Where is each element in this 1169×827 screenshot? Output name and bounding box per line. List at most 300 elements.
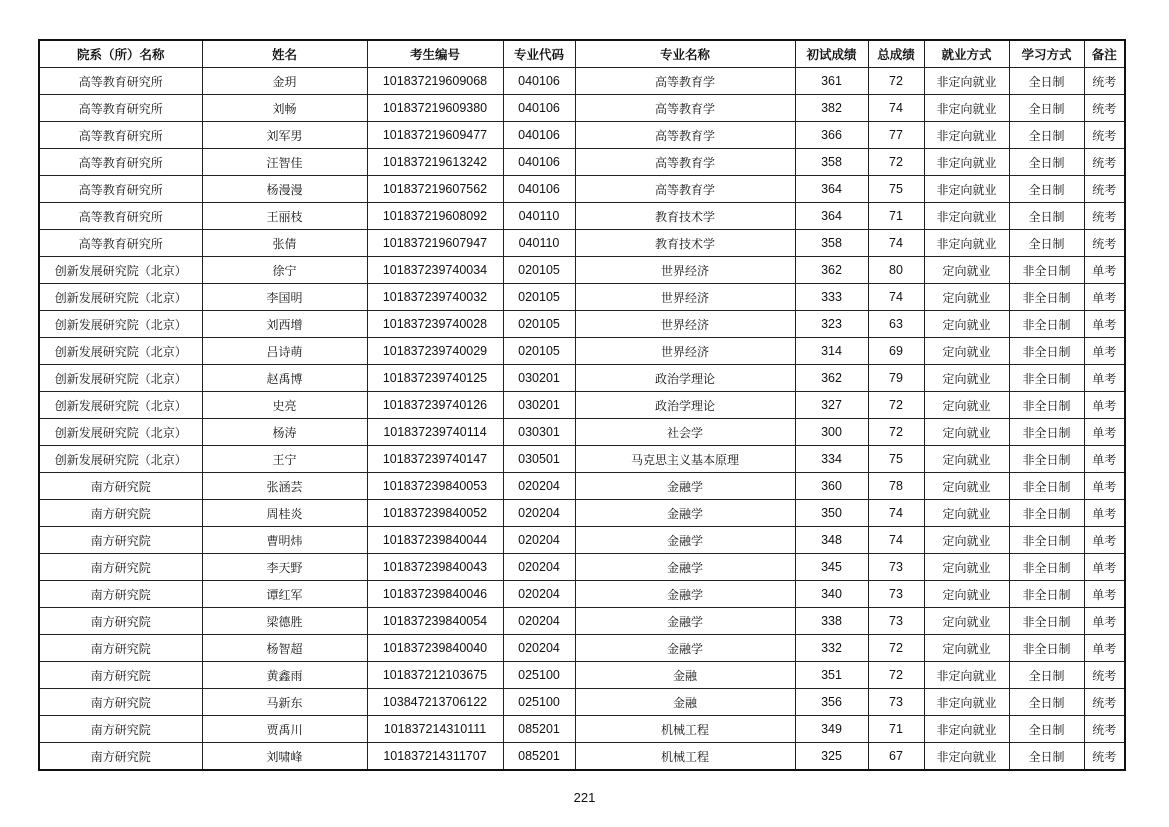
cell-total-score: 72	[868, 68, 924, 95]
cell-candidate-id: 101837239840054	[367, 608, 503, 635]
cell-department: 高等教育研究所	[39, 176, 202, 203]
cell-employment-type: 定向就业	[924, 608, 1009, 635]
cell-candidate-id: 101837219609380	[367, 95, 503, 122]
cell-candidate-id: 101837219609068	[367, 68, 503, 95]
cell-total-score: 73	[868, 554, 924, 581]
table-row	[39, 284, 1125, 311]
header-total-score: 总成绩	[868, 40, 924, 68]
cell-name: 徐宁	[202, 257, 367, 284]
cell-name: 张涵芸	[202, 473, 367, 500]
cell-employment-type: 定向就业	[924, 500, 1009, 527]
cell-department: 南方研究院	[39, 635, 202, 662]
cell-remarks: 统考	[1084, 176, 1125, 203]
cell-initial-score: 300	[795, 419, 868, 446]
cell-study-mode: 全日制	[1009, 95, 1084, 122]
cell-study-mode: 非全日制	[1009, 257, 1084, 284]
cell-department: 创新发展研究院（北京）	[39, 284, 202, 311]
cell-total-score: 72	[868, 392, 924, 419]
cell-name: 史亮	[202, 392, 367, 419]
cell-candidate-id: 101837239840052	[367, 500, 503, 527]
cell-remarks: 统考	[1084, 95, 1125, 122]
cell-major-name: 机械工程	[575, 716, 795, 743]
cell-remarks: 统考	[1084, 689, 1125, 716]
cell-major-code: 085201	[503, 716, 575, 743]
cell-study-mode: 非全日制	[1009, 581, 1084, 608]
cell-major-name: 马克思主义基本原理	[575, 446, 795, 473]
cell-employment-type: 非定向就业	[924, 662, 1009, 689]
cell-study-mode: 非全日制	[1009, 284, 1084, 311]
cell-employment-type: 定向就业	[924, 473, 1009, 500]
header-employment-type: 就业方式	[924, 40, 1009, 68]
cell-major-name: 金融	[575, 689, 795, 716]
cell-initial-score: 361	[795, 68, 868, 95]
cell-major-name: 高等教育学	[575, 149, 795, 176]
cell-major-code: 040106	[503, 95, 575, 122]
cell-major-name: 金融学	[575, 500, 795, 527]
cell-major-code: 030201	[503, 365, 575, 392]
cell-major-name: 世界经济	[575, 257, 795, 284]
cell-major-name: 金融学	[575, 581, 795, 608]
cell-initial-score: 358	[795, 149, 868, 176]
header-initial-score: 初试成绩	[795, 40, 868, 68]
cell-remarks: 单考	[1084, 338, 1125, 365]
table-row	[39, 68, 1125, 95]
cell-major-code: 020204	[503, 554, 575, 581]
table-row	[39, 635, 1125, 662]
cell-total-score: 80	[868, 257, 924, 284]
cell-name: 刘畅	[202, 95, 367, 122]
cell-name: 李天野	[202, 554, 367, 581]
cell-major-name: 教育技术学	[575, 203, 795, 230]
cell-major-code: 085201	[503, 743, 575, 771]
table-row	[39, 608, 1125, 635]
cell-employment-type: 非定向就业	[924, 122, 1009, 149]
cell-major-name: 世界经济	[575, 311, 795, 338]
cell-total-score: 75	[868, 446, 924, 473]
cell-major-code: 030201	[503, 392, 575, 419]
cell-total-score: 74	[868, 95, 924, 122]
cell-major-name: 金融学	[575, 608, 795, 635]
cell-study-mode: 全日制	[1009, 743, 1084, 771]
header-major-code: 专业代码	[503, 40, 575, 68]
cell-initial-score: 325	[795, 743, 868, 771]
cell-department: 南方研究院	[39, 689, 202, 716]
cell-initial-score: 362	[795, 365, 868, 392]
cell-department: 高等教育研究所	[39, 122, 202, 149]
cell-candidate-id: 103847213706122	[367, 689, 503, 716]
cell-total-score: 72	[868, 419, 924, 446]
cell-name: 李国明	[202, 284, 367, 311]
cell-major-code: 040110	[503, 230, 575, 257]
cell-major-code: 020204	[503, 527, 575, 554]
cell-remarks: 单考	[1084, 311, 1125, 338]
cell-total-score: 74	[868, 500, 924, 527]
cell-department: 南方研究院	[39, 743, 202, 771]
table-row	[39, 689, 1125, 716]
table-row	[39, 257, 1125, 284]
cell-department: 高等教育研究所	[39, 68, 202, 95]
cell-total-score: 74	[868, 527, 924, 554]
cell-major-code: 020204	[503, 500, 575, 527]
table-row	[39, 95, 1125, 122]
cell-study-mode: 非全日制	[1009, 392, 1084, 419]
cell-remarks: 单考	[1084, 473, 1125, 500]
header-name: 姓名	[202, 40, 367, 68]
cell-study-mode: 非全日制	[1009, 527, 1084, 554]
cell-remarks: 单考	[1084, 635, 1125, 662]
cell-study-mode: 非全日制	[1009, 500, 1084, 527]
table-row	[39, 203, 1125, 230]
cell-employment-type: 非定向就业	[924, 689, 1009, 716]
cell-total-score: 72	[868, 662, 924, 689]
cell-major-code: 020204	[503, 608, 575, 635]
cell-name: 刘啸峰	[202, 743, 367, 771]
table-body	[39, 68, 1125, 771]
cell-department: 创新发展研究院（北京）	[39, 311, 202, 338]
cell-employment-type: 非定向就业	[924, 95, 1009, 122]
cell-candidate-id: 101837239840053	[367, 473, 503, 500]
cell-major-code: 025100	[503, 662, 575, 689]
cell-candidate-id: 101837239740147	[367, 446, 503, 473]
cell-study-mode: 非全日制	[1009, 311, 1084, 338]
header-study-mode: 学习方式	[1009, 40, 1084, 68]
cell-total-score: 71	[868, 716, 924, 743]
cell-remarks: 单考	[1084, 257, 1125, 284]
table-row	[39, 743, 1125, 771]
cell-major-name: 高等教育学	[575, 122, 795, 149]
cell-study-mode: 全日制	[1009, 68, 1084, 95]
cell-name: 周桂炎	[202, 500, 367, 527]
cell-major-code: 040106	[503, 68, 575, 95]
cell-initial-score: 333	[795, 284, 868, 311]
cell-major-name: 高等教育学	[575, 68, 795, 95]
cell-total-score: 73	[868, 608, 924, 635]
cell-department: 高等教育研究所	[39, 95, 202, 122]
header-major-name: 专业名称	[575, 40, 795, 68]
cell-initial-score: 334	[795, 446, 868, 473]
cell-candidate-id: 101837214311707	[367, 743, 503, 771]
cell-name: 杨智超	[202, 635, 367, 662]
cell-major-code: 020204	[503, 581, 575, 608]
cell-employment-type: 非定向就业	[924, 149, 1009, 176]
cell-initial-score: 340	[795, 581, 868, 608]
cell-remarks: 统考	[1084, 149, 1125, 176]
cell-employment-type: 定向就业	[924, 365, 1009, 392]
cell-remarks: 统考	[1084, 716, 1125, 743]
cell-remarks: 单考	[1084, 500, 1125, 527]
cell-initial-score: 364	[795, 203, 868, 230]
cell-total-score: 75	[868, 176, 924, 203]
table-header-row	[39, 40, 1125, 68]
cell-major-name: 社会学	[575, 419, 795, 446]
table-row	[39, 662, 1125, 689]
cell-name: 王丽枝	[202, 203, 367, 230]
cell-department: 南方研究院	[39, 581, 202, 608]
table-row	[39, 122, 1125, 149]
cell-major-code: 020105	[503, 284, 575, 311]
page-number: 221	[573, 790, 596, 805]
cell-employment-type: 定向就业	[924, 257, 1009, 284]
cell-total-score: 67	[868, 743, 924, 771]
cell-employment-type: 定向就业	[924, 338, 1009, 365]
cell-study-mode: 非全日制	[1009, 338, 1084, 365]
cell-remarks: 统考	[1084, 203, 1125, 230]
cell-total-score: 63	[868, 311, 924, 338]
cell-study-mode: 非全日制	[1009, 419, 1084, 446]
cell-remarks: 单考	[1084, 419, 1125, 446]
cell-study-mode: 非全日制	[1009, 446, 1084, 473]
cell-initial-score: 349	[795, 716, 868, 743]
cell-department: 南方研究院	[39, 554, 202, 581]
cell-study-mode: 非全日制	[1009, 608, 1084, 635]
cell-major-name: 高等教育学	[575, 176, 795, 203]
cell-candidate-id: 101837219607562	[367, 176, 503, 203]
cell-initial-score: 366	[795, 122, 868, 149]
cell-name: 杨涛	[202, 419, 367, 446]
table-row	[39, 392, 1125, 419]
cell-department: 高等教育研究所	[39, 203, 202, 230]
cell-major-code: 030301	[503, 419, 575, 446]
cell-employment-type: 定向就业	[924, 392, 1009, 419]
cell-candidate-id: 101837212103675	[367, 662, 503, 689]
cell-major-name: 世界经济	[575, 284, 795, 311]
table-row	[39, 500, 1125, 527]
cell-major-code: 025100	[503, 689, 575, 716]
cell-initial-score: 314	[795, 338, 868, 365]
cell-department: 创新发展研究院（北京）	[39, 338, 202, 365]
cell-name: 汪智佳	[202, 149, 367, 176]
cell-remarks: 单考	[1084, 554, 1125, 581]
cell-employment-type: 定向就业	[924, 581, 1009, 608]
table-row	[39, 581, 1125, 608]
cell-name: 杨漫漫	[202, 176, 367, 203]
table-row	[39, 527, 1125, 554]
cell-name: 贾禹川	[202, 716, 367, 743]
cell-candidate-id: 101837219613242	[367, 149, 503, 176]
cell-remarks: 单考	[1084, 365, 1125, 392]
cell-total-score: 73	[868, 581, 924, 608]
cell-initial-score: 345	[795, 554, 868, 581]
cell-name: 梁德胜	[202, 608, 367, 635]
cell-department: 高等教育研究所	[39, 149, 202, 176]
cell-name: 刘西增	[202, 311, 367, 338]
cell-employment-type: 定向就业	[924, 446, 1009, 473]
cell-employment-type: 非定向就业	[924, 68, 1009, 95]
cell-name: 吕诗萌	[202, 338, 367, 365]
cell-study-mode: 全日制	[1009, 149, 1084, 176]
cell-major-code: 040106	[503, 149, 575, 176]
cell-total-score: 73	[868, 689, 924, 716]
cell-name: 王宁	[202, 446, 367, 473]
cell-initial-score: 356	[795, 689, 868, 716]
cell-candidate-id: 101837239740034	[367, 257, 503, 284]
cell-study-mode: 非全日制	[1009, 473, 1084, 500]
cell-major-name: 高等教育学	[575, 95, 795, 122]
cell-department: 创新发展研究院（北京）	[39, 257, 202, 284]
table-row	[39, 554, 1125, 581]
cell-candidate-id: 101837239740114	[367, 419, 503, 446]
cell-department: 南方研究院	[39, 608, 202, 635]
cell-department: 创新发展研究院（北京）	[39, 419, 202, 446]
cell-candidate-id: 101837219609477	[367, 122, 503, 149]
cell-employment-type: 非定向就业	[924, 716, 1009, 743]
cell-major-code: 020105	[503, 257, 575, 284]
cell-department: 创新发展研究院（北京）	[39, 446, 202, 473]
cell-major-name: 政治学理论	[575, 392, 795, 419]
cell-study-mode: 非全日制	[1009, 365, 1084, 392]
cell-initial-score: 360	[795, 473, 868, 500]
cell-remarks: 单考	[1084, 392, 1125, 419]
cell-name: 马新东	[202, 689, 367, 716]
cell-remarks: 单考	[1084, 608, 1125, 635]
cell-candidate-id: 101837239840044	[367, 527, 503, 554]
cell-employment-type: 定向就业	[924, 527, 1009, 554]
cell-employment-type: 定向就业	[924, 419, 1009, 446]
cell-candidate-id: 101837219608092	[367, 203, 503, 230]
cell-total-score: 77	[868, 122, 924, 149]
cell-department: 创新发展研究院（北京）	[39, 392, 202, 419]
cell-major-name: 机械工程	[575, 743, 795, 771]
admission-table	[38, 39, 1126, 771]
cell-initial-score: 382	[795, 95, 868, 122]
cell-employment-type: 非定向就业	[924, 230, 1009, 257]
cell-name: 曹明炜	[202, 527, 367, 554]
table-row	[39, 149, 1125, 176]
cell-candidate-id: 101837219607947	[367, 230, 503, 257]
cell-total-score: 78	[868, 473, 924, 500]
cell-study-mode: 全日制	[1009, 689, 1084, 716]
cell-candidate-id: 101837239840046	[367, 581, 503, 608]
cell-total-score: 71	[868, 203, 924, 230]
cell-major-code: 020204	[503, 635, 575, 662]
cell-department: 创新发展研究院（北京）	[39, 365, 202, 392]
cell-major-code: 030501	[503, 446, 575, 473]
table-row	[39, 446, 1125, 473]
cell-name: 黄鑫雨	[202, 662, 367, 689]
table-row	[39, 176, 1125, 203]
cell-major-name: 金融学	[575, 635, 795, 662]
table-row	[39, 230, 1125, 257]
cell-study-mode: 全日制	[1009, 122, 1084, 149]
cell-major-name: 金融学	[575, 527, 795, 554]
cell-candidate-id: 101837239740029	[367, 338, 503, 365]
cell-initial-score: 332	[795, 635, 868, 662]
cell-study-mode: 非全日制	[1009, 554, 1084, 581]
cell-study-mode: 全日制	[1009, 176, 1084, 203]
cell-department: 南方研究院	[39, 500, 202, 527]
cell-study-mode: 全日制	[1009, 230, 1084, 257]
cell-candidate-id: 101837239840043	[367, 554, 503, 581]
cell-major-code: 020105	[503, 338, 575, 365]
cell-remarks: 统考	[1084, 122, 1125, 149]
header-candidate-id: 考生编号	[367, 40, 503, 68]
cell-major-name: 金融	[575, 662, 795, 689]
cell-remarks: 单考	[1084, 284, 1125, 311]
cell-initial-score: 351	[795, 662, 868, 689]
cell-remarks: 单考	[1084, 581, 1125, 608]
cell-department: 南方研究院	[39, 527, 202, 554]
cell-initial-score: 348	[795, 527, 868, 554]
cell-major-code: 040110	[503, 203, 575, 230]
cell-major-name: 金融学	[575, 473, 795, 500]
table-row	[39, 419, 1125, 446]
cell-initial-score: 358	[795, 230, 868, 257]
cell-major-code: 040106	[503, 176, 575, 203]
cell-employment-type: 非定向就业	[924, 203, 1009, 230]
cell-total-score: 72	[868, 149, 924, 176]
cell-initial-score: 350	[795, 500, 868, 527]
cell-department: 高等教育研究所	[39, 230, 202, 257]
cell-remarks: 统考	[1084, 68, 1125, 95]
cell-employment-type: 定向就业	[924, 311, 1009, 338]
cell-department: 南方研究院	[39, 473, 202, 500]
table-row	[39, 365, 1125, 392]
cell-employment-type: 非定向就业	[924, 176, 1009, 203]
cell-total-score: 69	[868, 338, 924, 365]
cell-major-name: 政治学理论	[575, 365, 795, 392]
cell-study-mode: 非全日制	[1009, 635, 1084, 662]
cell-total-score: 72	[868, 635, 924, 662]
cell-major-name: 世界经济	[575, 338, 795, 365]
cell-name: 金玥	[202, 68, 367, 95]
cell-major-code: 040106	[503, 122, 575, 149]
cell-total-score: 74	[868, 284, 924, 311]
cell-remarks: 统考	[1084, 230, 1125, 257]
cell-name: 刘军男	[202, 122, 367, 149]
cell-initial-score: 327	[795, 392, 868, 419]
cell-employment-type: 定向就业	[924, 554, 1009, 581]
cell-employment-type: 定向就业	[924, 284, 1009, 311]
table-row	[39, 338, 1125, 365]
admission-list-sheet	[38, 39, 1126, 771]
cell-initial-score: 362	[795, 257, 868, 284]
table-row	[39, 311, 1125, 338]
cell-department: 南方研究院	[39, 662, 202, 689]
cell-initial-score: 323	[795, 311, 868, 338]
cell-remarks: 单考	[1084, 527, 1125, 554]
cell-name: 谭红军	[202, 581, 367, 608]
cell-remarks: 统考	[1084, 662, 1125, 689]
cell-remarks: 统考	[1084, 743, 1125, 771]
cell-candidate-id: 101837239740028	[367, 311, 503, 338]
cell-study-mode: 全日制	[1009, 662, 1084, 689]
table-row	[39, 716, 1125, 743]
cell-major-name: 金融学	[575, 554, 795, 581]
cell-name: 张倩	[202, 230, 367, 257]
cell-candidate-id: 101837239740032	[367, 284, 503, 311]
cell-study-mode: 全日制	[1009, 203, 1084, 230]
cell-initial-score: 338	[795, 608, 868, 635]
cell-employment-type: 定向就业	[924, 635, 1009, 662]
cell-department: 南方研究院	[39, 716, 202, 743]
cell-initial-score: 364	[795, 176, 868, 203]
cell-major-name: 教育技术学	[575, 230, 795, 257]
cell-remarks: 单考	[1084, 446, 1125, 473]
cell-candidate-id: 101837239740125	[367, 365, 503, 392]
cell-candidate-id: 101837239840040	[367, 635, 503, 662]
cell-major-code: 020204	[503, 473, 575, 500]
cell-study-mode: 全日制	[1009, 716, 1084, 743]
cell-name: 赵禹博	[202, 365, 367, 392]
table-row	[39, 473, 1125, 500]
cell-candidate-id: 101837214310111	[367, 716, 503, 743]
cell-employment-type: 非定向就业	[924, 743, 1009, 771]
header-remarks: 备注	[1084, 40, 1125, 68]
cell-major-code: 020105	[503, 311, 575, 338]
cell-total-score: 79	[868, 365, 924, 392]
header-department: 院系（所）名称	[39, 40, 202, 68]
cell-total-score: 74	[868, 230, 924, 257]
